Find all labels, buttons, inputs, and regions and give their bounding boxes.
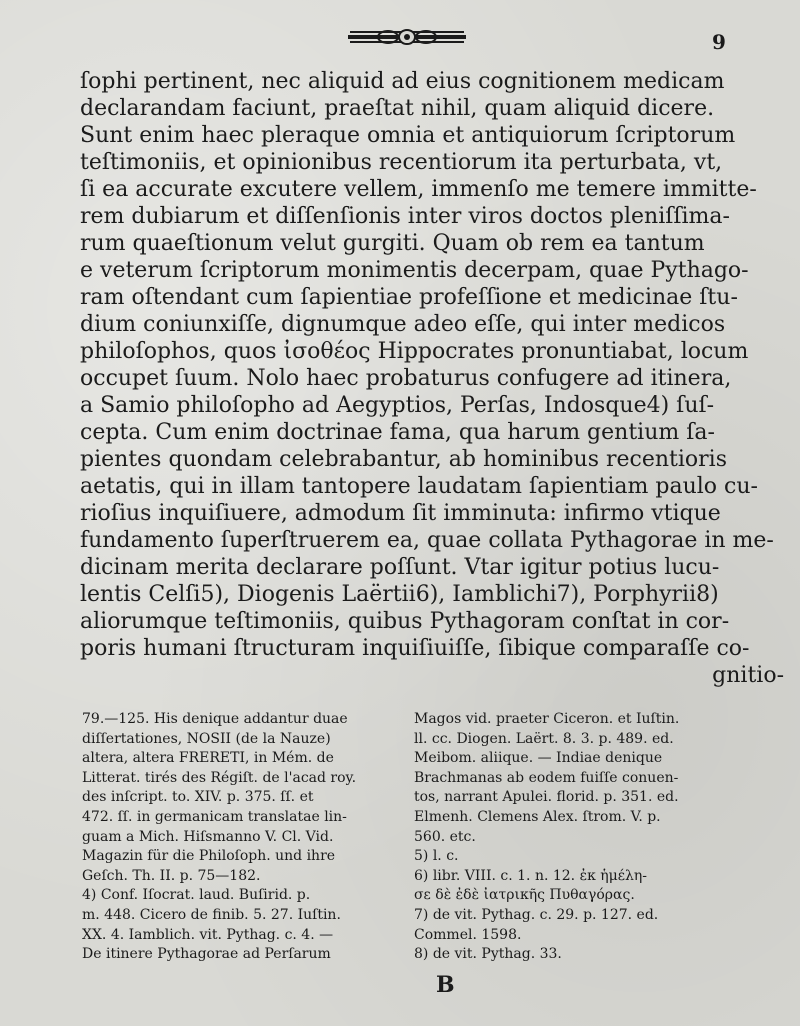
text-line: occupet ſuum. Nolo haec probaturus confugere ad itinera, [80,366,732,391]
footnote-line: Magos vid. praeter Ciceron. et Iuſtin. [414,711,680,727]
text-line: rum quaeſtionum velut gurgiti. Quam ob rem ea tantum [80,231,705,256]
footnote-line: tos, narrant Apulei. florid. p. 351. ed. [414,789,679,806]
footnote-line: altera, altera FRERETI, in Mém. de [82,750,334,767]
footnote-line: 4) Conf. Iſocrat. laud. Buſirid. p. [82,887,311,904]
footnote-line: Litterat. tirés des Régiſt. de l'acad roy. [82,769,357,786]
footnote-line: Magazin für die Philoſoph. und ihre [82,848,336,865]
footnote-line: Brachmanas ab eodem fuiſſe conuen- [414,769,679,786]
footnotes-left-column [82,710,426,965]
footnote-line: 79.—125. His denique addantur duae [82,711,348,727]
text-line: teſtimoniis, et opinionibus recentiorum ita perturbata, vt, [80,150,723,175]
footnotes-right-column [414,710,758,965]
text-line: e veterum ſcriptorum monimentis decerpam, quae Pythago- [80,258,749,283]
footnote-line: Geſch. Th. II. p. 75—182. [82,867,261,884]
footnote-line: 6) libr. VIII. c. 1. n. 12. ἐκ ἡμέλη- [414,867,648,884]
text-line: poris humani ſtructuram inquiſiuiſſe, ſibique comparaſſe co- [80,636,750,661]
text-line: aliorumque teſtimoniis, quibus Pythagoram conſtat in cor- [80,609,730,634]
text-line: gnitio- [712,663,784,688]
footnote-line: m. 448. Cicero de finib. 5. 27. Iuſtin. [82,906,341,923]
text-line: rioſius inquiſiuere, admodum ſit imminuta: infirmo vtique [80,501,721,526]
text-line: lentis Celſi5), Diogenis Laërtii6), Iamblichi7), Porphyrii8) [80,582,719,607]
footnote-line: De itinere Pythagorae ad Perſarum [82,946,331,963]
signature-mark: B [436,972,455,998]
footnote-line: 7) de vit. Pythag. c. 29. p. 127. ed. [414,906,659,923]
text-line: philoſophos, quos ἰσοθέος Hippocrates pronuntiabat, locum [80,339,749,364]
footnote-line: 5) l. c. [414,848,459,865]
footnote-line: σε δὲ ἐδὲ ἰατρικῆς Πυθαγόρας. [414,887,635,904]
text-line: a Samio philoſopho ad Aegyptios, Perſas, Indosque4) ſuſ- [80,393,715,418]
text-line: fundamento ſuperſtruerem ea, quae collata Pythagorae in me- [80,528,774,553]
text-line: pientes quondam celebrabantur, ab hominibus recentioris [80,447,728,472]
text-line: rem dubiarum et diſſenſionis inter viros doctos pleniſſima- [80,204,730,229]
footnote-line: 472. ſſ. in germanicam translatae lin- [82,808,347,825]
footnote-line: Elmenh. Clemens Alex. ſtrom. V. p. [414,808,661,825]
footnote-line: diſſertationes, NOSII (de la Nauze) [82,730,331,747]
text-line: aetatis, qui in illam tantopere laudatam ſapientiam paulo cu- [80,474,758,499]
text-line: ſophi pertinent, nec aliquid ad eius cognitionem medicam [80,69,725,94]
footnote-line: 560. etc. [414,828,476,845]
text-line: Sunt enim haec pleraque omnia et antiquiorum ſcriptorum [80,123,736,148]
footnote-line: 8) de vit. Pythag. 33. [414,946,562,963]
text-line: dicinam merita declarare poſſunt. Vtar igitur potius lucu- [80,555,720,580]
text-line: dium coniunxiſſe, dignumque adeo eſſe, qui inter medicos [80,312,726,337]
footnote-line: des inſcript. to. XIV. p. 375. ſſ. et [82,789,314,806]
footnote-line: guam a Mich. Hiſsmanno V. Cl. Vid. [82,828,334,845]
footnote-line: ll. cc. Diogen. Laërt. 8. 3. p. 489. ed. [414,730,674,747]
footnote-line: Commel. 1598. [414,926,522,943]
footnote-line: XX. 4. Iamblich. vit. Pythag. c. 4. — [82,926,334,943]
text-line: declarandam faciunt, praeſtat nihil, quam aliquid dicere. [80,96,715,121]
text-line: cepta. Cum enim doctrinae fama, qua harum gentium ſa- [80,420,715,445]
footnote-line: Meibom. aliique. — Indiae denique [414,750,663,767]
ornament-icon [348,28,466,46]
main-text-block [80,68,784,689]
page-number: 9 [712,30,726,54]
text-line: ram oſtendant cum ſapientiae profeſſione et medicinae ſtu- [80,285,738,310]
text-line: ſi ea accurate excutere vellem, immenſo me temere immitte- [80,177,757,202]
